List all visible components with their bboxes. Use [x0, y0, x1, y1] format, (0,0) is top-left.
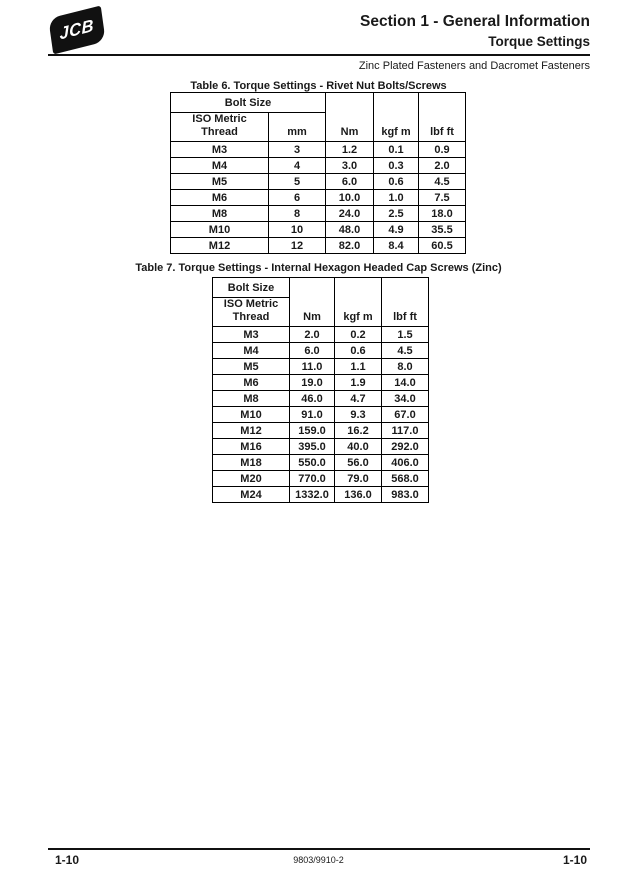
table-cell: M4 — [213, 343, 290, 359]
table-row — [213, 343, 429, 359]
table-cell: 12 — [269, 238, 326, 254]
jcb-logo — [48, 6, 105, 55]
table-row — [213, 327, 429, 343]
table-cell: 3 — [269, 142, 326, 158]
table-cell: 10.0 — [326, 190, 374, 206]
table-cell: 159.0 — [290, 423, 335, 439]
table-cell: M6 — [213, 375, 290, 391]
bolt-size-header: Bolt Size — [171, 93, 326, 113]
table-cell: 1.5 — [382, 327, 429, 343]
table-cell: 34.0 — [382, 391, 429, 407]
iso-metric-thread-header: ISO Metric Thread — [213, 298, 290, 327]
table-cell: 40.0 — [335, 439, 382, 455]
table-cell: 24.0 — [326, 206, 374, 222]
table-cell: 48.0 — [326, 222, 374, 238]
table-cell: 91.0 — [290, 407, 335, 423]
table-cell: 0.6 — [335, 343, 382, 359]
table-cell: M8 — [171, 206, 269, 222]
table-cell: M10 — [171, 222, 269, 238]
table-cell: 19.0 — [290, 375, 335, 391]
table-cell: M20 — [213, 471, 290, 487]
table-cell: M18 — [213, 455, 290, 471]
table-cell: M3 — [213, 327, 290, 343]
footer-page-number-right: 1-10 — [562, 853, 587, 867]
footer-page-number-left: 1-10 — [55, 853, 80, 867]
table-cell: 3.0 — [326, 158, 374, 174]
kgfm-header: kgf m — [335, 278, 382, 327]
table-cell: 7.5 — [419, 190, 466, 206]
table-cell: 1332.0 — [290, 487, 335, 503]
lbfft-header: lbf ft — [419, 93, 466, 142]
table-row — [171, 222, 466, 238]
table-cell: 14.0 — [382, 375, 429, 391]
table-row — [171, 142, 466, 158]
table-cell: 6 — [269, 190, 326, 206]
table-cell: 60.5 — [419, 238, 466, 254]
table-row — [213, 455, 429, 471]
table-cell: 0.1 — [374, 142, 419, 158]
section-title: Section 1 - General Information — [360, 13, 590, 30]
kgfm-header: kgf m — [374, 93, 419, 142]
footer-divider — [48, 848, 590, 850]
table-cell: 4.5 — [382, 343, 429, 359]
table-cell: M3 — [171, 142, 269, 158]
table-cell: 8.0 — [382, 359, 429, 375]
table-cell: 6.0 — [290, 343, 335, 359]
table-cell: 4.9 — [374, 222, 419, 238]
lbfft-header: lbf ft — [382, 278, 429, 327]
table-cell: M16 — [213, 439, 290, 455]
table-cell: 1.9 — [335, 375, 382, 391]
table-header-row — [171, 93, 466, 113]
table-cell: 5 — [269, 174, 326, 190]
table-row — [213, 471, 429, 487]
jcb-logo-text: JCB — [59, 15, 95, 44]
table-row — [213, 391, 429, 407]
table-row — [213, 407, 429, 423]
table-row — [213, 375, 429, 391]
table-cell: 117.0 — [382, 423, 429, 439]
table-row — [213, 439, 429, 455]
table-cell: M12 — [213, 423, 290, 439]
table-cell: 550.0 — [290, 455, 335, 471]
header-divider — [48, 54, 590, 56]
table-cell: 56.0 — [335, 455, 382, 471]
table-cell: 2.0 — [290, 327, 335, 343]
table-row — [171, 158, 466, 174]
bolt-size-header: Bolt Size — [213, 278, 290, 298]
table-cell: 2.0 — [419, 158, 466, 174]
table-cell: 406.0 — [382, 455, 429, 471]
table6-title: Table 6. Torque Settings - Rivet Nut Bolts/Screws — [190, 80, 447, 92]
table-cell: 10 — [269, 222, 326, 238]
table-cell: 4 — [269, 158, 326, 174]
iso-metric-thread-header: ISO Metric Thread — [171, 113, 269, 142]
mm-header: mm — [269, 113, 326, 142]
nm-header: Nm — [290, 278, 335, 327]
table-cell: M10 — [213, 407, 290, 423]
page-header — [360, 12, 590, 51]
table-cell: 16.2 — [335, 423, 382, 439]
table-cell: 8 — [269, 206, 326, 222]
table-row — [171, 174, 466, 190]
table-cell: 292.0 — [382, 439, 429, 455]
nm-header: Nm — [326, 93, 374, 142]
table-cell: 79.0 — [335, 471, 382, 487]
table-row — [213, 487, 429, 503]
table-cell: 395.0 — [290, 439, 335, 455]
table-cell: 4.7 — [335, 391, 382, 407]
table-cell: 2.5 — [374, 206, 419, 222]
table-cell: 1.0 — [374, 190, 419, 206]
table-row — [171, 190, 466, 206]
section-subtitle: Torque Settings — [488, 34, 590, 50]
table-cell: M6 — [171, 190, 269, 206]
table-cell: 11.0 — [290, 359, 335, 375]
table-cell: 0.9 — [419, 142, 466, 158]
table-cell: M8 — [213, 391, 290, 407]
table-cell: 35.5 — [419, 222, 466, 238]
table-cell: 67.0 — [382, 407, 429, 423]
table-cell: M5 — [171, 174, 269, 190]
table-cell: 8.4 — [374, 238, 419, 254]
table-cell: 18.0 — [419, 206, 466, 222]
table-row — [171, 238, 466, 254]
table7-title: Table 7. Torque Settings - Internal Hexagon Headed Cap Screws (Zinc) — [135, 262, 502, 274]
table-cell: M4 — [171, 158, 269, 174]
table7-hex-cap-screws — [212, 277, 429, 503]
table-cell: 9.3 — [335, 407, 382, 423]
table-cell: M12 — [171, 238, 269, 254]
table-cell: 0.6 — [374, 174, 419, 190]
table-cell: 46.0 — [290, 391, 335, 407]
table-cell: M5 — [213, 359, 290, 375]
table-cell: 0.3 — [374, 158, 419, 174]
table-cell: M24 — [213, 487, 290, 503]
table-cell: 82.0 — [326, 238, 374, 254]
topic-heading: Zinc Plated Fasteners and Dacromet Fasteners — [358, 60, 590, 72]
table-cell: 6.0 — [326, 174, 374, 190]
table-cell: 983.0 — [382, 487, 429, 503]
table-cell: 0.2 — [335, 327, 382, 343]
table-cell: 568.0 — [382, 471, 429, 487]
table-row — [171, 206, 466, 222]
footer-doc-number: 9803/9910-2 — [293, 855, 344, 865]
table-cell: 136.0 — [335, 487, 382, 503]
table6-rivet-nut-bolts — [170, 92, 466, 254]
table-row — [213, 359, 429, 375]
table-row — [213, 423, 429, 439]
table-cell: 770.0 — [290, 471, 335, 487]
table-cell: 4.5 — [419, 174, 466, 190]
table-cell: 1.2 — [326, 142, 374, 158]
table-cell: 1.1 — [335, 359, 382, 375]
table-header-row — [213, 278, 429, 298]
